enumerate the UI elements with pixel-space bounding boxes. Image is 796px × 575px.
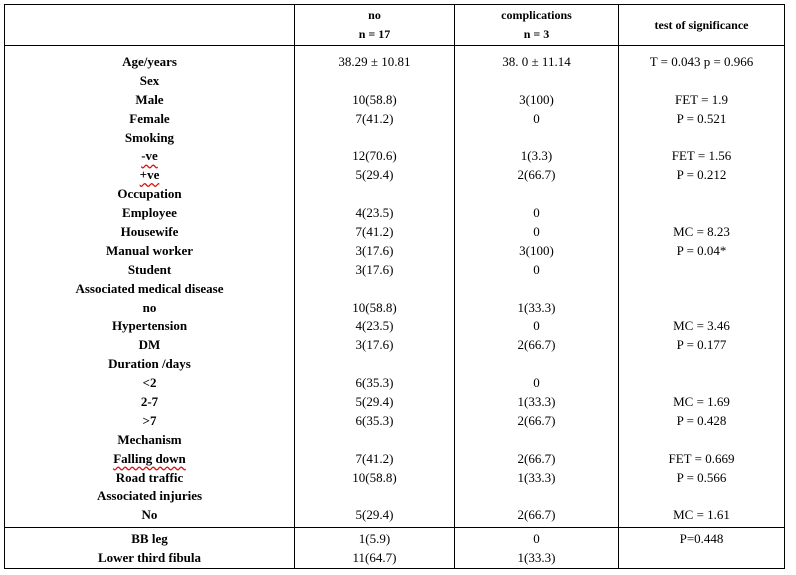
label-cell: <2 xyxy=(142,375,157,391)
no-cell: 7(41.2) xyxy=(355,450,394,466)
label-cell: BB leg xyxy=(131,531,168,547)
header-no-group xyxy=(295,5,455,46)
label-cell: Sex xyxy=(139,72,160,88)
test-cell: MC = 3.46 xyxy=(673,318,730,334)
label-cell: no xyxy=(142,299,157,315)
comp-cell: 1(33.3) xyxy=(517,394,556,410)
comp-cell xyxy=(455,129,618,148)
label-cell: >7 xyxy=(142,412,157,428)
header-complications-group xyxy=(455,5,619,46)
test-cell xyxy=(619,487,784,506)
footer-test-column xyxy=(619,528,785,569)
comp-cell: 0 xyxy=(533,224,540,240)
comp-cell: 38. 0 ± 11.14 xyxy=(502,54,571,69)
no-cell xyxy=(295,487,454,506)
label-cell xyxy=(5,166,294,185)
test-cell: P = 0.428 xyxy=(676,412,727,428)
test-cell xyxy=(619,280,784,299)
comp-cell: 1(33.3) xyxy=(517,550,556,566)
no-cell: 1(5.9) xyxy=(358,531,391,547)
no-cell: 5(29.4) xyxy=(355,167,394,183)
footer-row xyxy=(5,528,785,569)
comp-cell: 0 xyxy=(533,110,540,126)
comp-cell xyxy=(455,431,618,450)
label-cell: Duration /days xyxy=(108,356,191,372)
footer-label-column xyxy=(5,528,295,569)
comp-cell: 2(66.7) xyxy=(517,507,556,523)
test-cell xyxy=(619,185,784,204)
label-text: +ve xyxy=(139,167,160,183)
no-cell xyxy=(295,72,454,91)
header-no-count: n = 17 xyxy=(358,27,391,41)
comp-cell xyxy=(455,487,618,506)
test-cell: P = 0.177 xyxy=(676,337,727,353)
label-cell: Associated medical disease xyxy=(75,280,224,296)
test-cell: P = 0.04* xyxy=(676,242,727,258)
comp-cell: 0 xyxy=(533,318,540,334)
no-cell: 38.29 ± 10.81 xyxy=(338,54,411,69)
label-cell: 2-7 xyxy=(140,394,159,410)
no-cell: 11(64.7) xyxy=(352,550,397,566)
header-test-of-significance: test of significance xyxy=(619,5,785,46)
no-cell xyxy=(295,431,454,450)
complications-column xyxy=(455,46,619,528)
results-table xyxy=(4,4,785,569)
test-cell: T = 0.043 p = 0.966 xyxy=(649,54,754,69)
test-cell xyxy=(619,355,784,374)
comp-cell: 0 xyxy=(533,261,540,277)
comp-cell xyxy=(455,280,618,299)
no-cell: 3(17.6) xyxy=(355,337,394,353)
label-cell: Age/years xyxy=(122,54,177,69)
label-cell: Housewife xyxy=(120,224,179,240)
header-no-label: no xyxy=(368,8,381,22)
test-cell xyxy=(619,261,784,280)
no-cell xyxy=(295,185,454,204)
label-cell: Lower third fibula xyxy=(97,550,202,566)
label-cell: Male xyxy=(135,91,164,107)
label-cell: No xyxy=(141,507,158,523)
test-cell: P = 0.521 xyxy=(676,110,727,126)
comp-cell: 0 xyxy=(533,531,540,547)
test-cell xyxy=(619,129,784,148)
no-cell: 4(23.5) xyxy=(355,318,394,334)
no-cell: 5(29.4) xyxy=(355,507,394,523)
no-cell: 10(58.8) xyxy=(352,299,397,315)
label-cell: Associated injuries xyxy=(96,488,203,504)
comp-cell: 1(33.3) xyxy=(517,469,556,485)
no-cell: 3(17.6) xyxy=(355,261,394,277)
label-column xyxy=(5,46,295,528)
no-cell: 4(23.5) xyxy=(355,205,394,221)
test-column xyxy=(619,46,785,528)
comp-cell: 0 xyxy=(533,375,540,391)
label-cell: Manual worker xyxy=(105,242,194,258)
label-cell: Occupation xyxy=(117,186,182,202)
test-cell xyxy=(619,299,784,318)
no-cell: 5(29.4) xyxy=(355,394,394,410)
label-cell: Mechanism xyxy=(117,431,182,447)
test-cell xyxy=(619,431,784,450)
comp-cell: 2(66.7) xyxy=(517,337,556,353)
header-complications-label: complications xyxy=(501,8,572,22)
comp-cell: 3(100) xyxy=(519,91,554,107)
no-cell: 12(70.6) xyxy=(352,148,397,164)
no-cell: 7(41.2) xyxy=(355,110,394,126)
test-cell xyxy=(619,374,784,393)
comp-cell xyxy=(455,72,618,91)
test-cell: FET = 1.56 xyxy=(671,148,732,164)
no-cell xyxy=(295,355,454,374)
label-cell: Hypertension xyxy=(111,318,188,334)
no-cell: 10(58.8) xyxy=(352,91,397,107)
header-row xyxy=(5,5,785,46)
no-cell: 6(35.3) xyxy=(355,375,394,391)
label-cell: Smoking xyxy=(124,129,175,145)
label-text: Falling down xyxy=(113,450,186,466)
comp-cell: 2(66.7) xyxy=(517,450,556,466)
test-cell: P=0.448 xyxy=(679,531,724,547)
comp-cell: 1(3.3) xyxy=(520,148,553,164)
label-cell xyxy=(5,147,294,166)
no-cell xyxy=(295,129,454,148)
label-text: -ve xyxy=(141,148,158,164)
body-row xyxy=(5,46,785,528)
test-cell: FET = 0.669 xyxy=(668,450,735,466)
no-cell: 7(41.2) xyxy=(355,224,394,240)
test-cell: MC = 8.23 xyxy=(673,224,730,240)
test-cell: FET = 1.9 xyxy=(675,91,728,107)
footer-complications-column xyxy=(455,528,619,569)
label-cell xyxy=(5,450,294,469)
no-cell xyxy=(295,280,454,299)
no-column xyxy=(295,46,455,528)
comp-cell: 2(66.7) xyxy=(517,412,556,428)
label-cell: DM xyxy=(138,337,161,353)
label-cell: Female xyxy=(129,110,170,126)
comp-cell: 1(33.3) xyxy=(517,299,556,315)
comp-cell: 0 xyxy=(533,205,540,221)
footer-no-column xyxy=(295,528,455,569)
no-cell: 10(58.8) xyxy=(352,469,397,485)
comp-cell xyxy=(455,355,618,374)
label-cell: Employee xyxy=(122,205,177,221)
test-cell xyxy=(619,549,784,568)
test-cell: P = 0.566 xyxy=(676,469,727,485)
no-cell: 3(17.6) xyxy=(355,242,394,258)
test-cell: MC = 1.69 xyxy=(673,394,730,410)
test-cell: MC = 1.61 xyxy=(673,507,730,523)
test-cell xyxy=(619,204,784,223)
label-cell: Road traffic xyxy=(115,469,184,485)
comp-cell xyxy=(455,185,618,204)
comp-cell: 2(66.7) xyxy=(517,167,556,183)
test-cell: P = 0.212 xyxy=(676,167,727,183)
comp-cell: 3(100) xyxy=(519,242,554,258)
test-cell xyxy=(619,72,784,91)
header-empty-cell xyxy=(5,5,295,46)
label-cell: Student xyxy=(127,261,172,277)
no-cell: 6(35.3) xyxy=(355,412,394,428)
header-complications-count: n = 3 xyxy=(523,27,550,41)
